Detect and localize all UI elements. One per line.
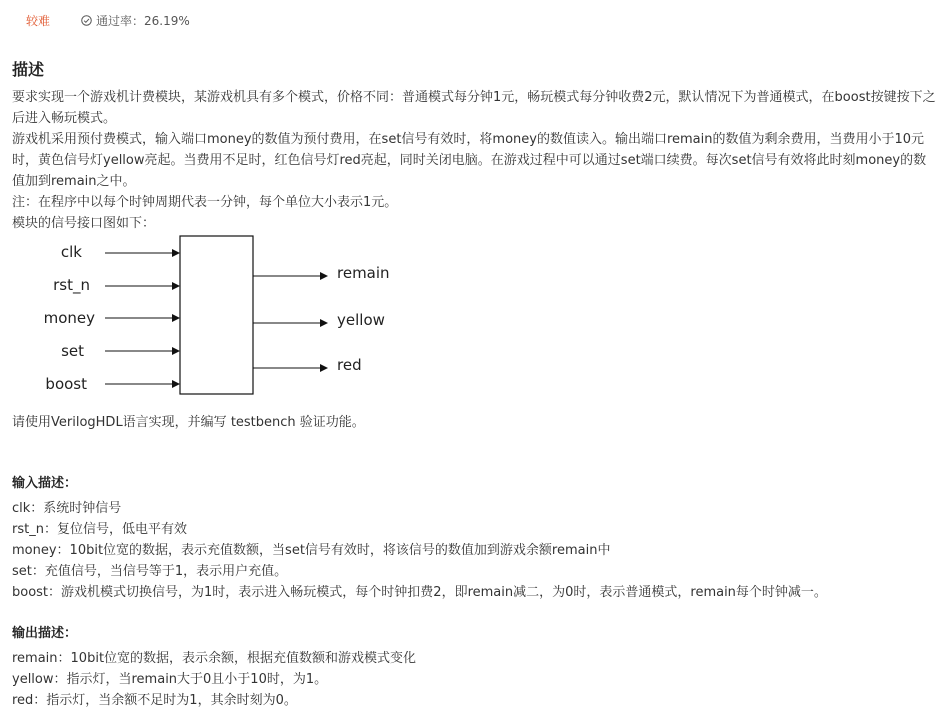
list-item: set：充值信号，当信号等于1，表示用户充值。 xyxy=(12,564,288,579)
description-body xyxy=(12,87,937,234)
description-paragraph: 要求实现一个游戏机计费模块，某游戏机具有多个模式，价格不同：普通模式每分钟1元，畅玩模式每分钟收费2元，默认情况下为普通模式，在boost按键按下之后进入畅玩模式。 xyxy=(12,90,936,126)
description-paragraph: 游戏机采用预付费模式，输入端口money的数值为预付费用，在set信号有效时，将money的数值读入。输出端口remain的数值为剩余费用，当费用小于10元时，黄色信号灯yellow亮起。当费用不足时，红色信号灯red亮起，同时关闭电脑。在游戏过程中可以通过set端口续费。每次set信号有效将此时刻money的数值加到remain之中。 xyxy=(12,132,927,189)
pass-rate xyxy=(81,12,190,29)
list-item: boost：游戏机模式切换信号，为1时，表示进入畅玩模式，每个时钟扣费2，即remain减二，为0时，表示普通模式，remain每个时钟减一。 xyxy=(12,585,827,600)
list-item: money：10bit位宽的数据，表示充值数额，当set信号有效时，将该信号的数值加到游戏余额remain中 xyxy=(12,543,611,558)
check-circle-icon xyxy=(81,15,92,26)
list-item: red：指示灯，当余额不足时为1，其余时刻为0。 xyxy=(12,693,297,708)
output-description-list xyxy=(12,648,937,711)
output-label-red: red xyxy=(337,356,362,374)
pass-rate-text: 通过率：26.19% xyxy=(96,13,190,28)
list-item: yellow：指示灯，当remain大于0且小于10时，为1。 xyxy=(12,672,328,687)
list-item: clk：系统时钟信号 xyxy=(12,501,122,516)
input-label-money: money xyxy=(43,309,95,327)
input-label-set: set xyxy=(61,342,84,360)
input-label-clk: clk xyxy=(60,243,82,261)
implementation-note: 请使用VerilogHDL语言实现，并编写 testbench 验证功能。 xyxy=(12,415,365,430)
input-label-rst-n: rst_n xyxy=(53,276,90,294)
input-description-list xyxy=(12,498,937,603)
description-paragraph: 模块的信号接口图如下： xyxy=(12,216,156,231)
signal-interface-diagram xyxy=(0,230,420,400)
description-paragraph: 注：在程序中以每个时钟周期代表一分钟，每个单位大小表示1元。 xyxy=(12,195,398,210)
difficulty-badge: 较难 xyxy=(26,13,51,28)
input-description-title: 输入描述： xyxy=(12,476,78,491)
list-item: rst_n：复位信号，低电平有效 xyxy=(12,522,187,537)
problem-meta xyxy=(26,11,190,29)
list-item: remain：10bit位宽的数据，表示余额，根据充值数额和游戏模式变化 xyxy=(12,651,417,666)
output-label-remain: remain xyxy=(337,264,390,282)
input-label-boost: boost xyxy=(45,375,87,393)
output-description-title: 输出描述： xyxy=(12,626,78,641)
output-label-yellow: yellow xyxy=(337,311,385,329)
description-title: 描述 xyxy=(12,60,45,79)
module-box xyxy=(180,236,253,394)
